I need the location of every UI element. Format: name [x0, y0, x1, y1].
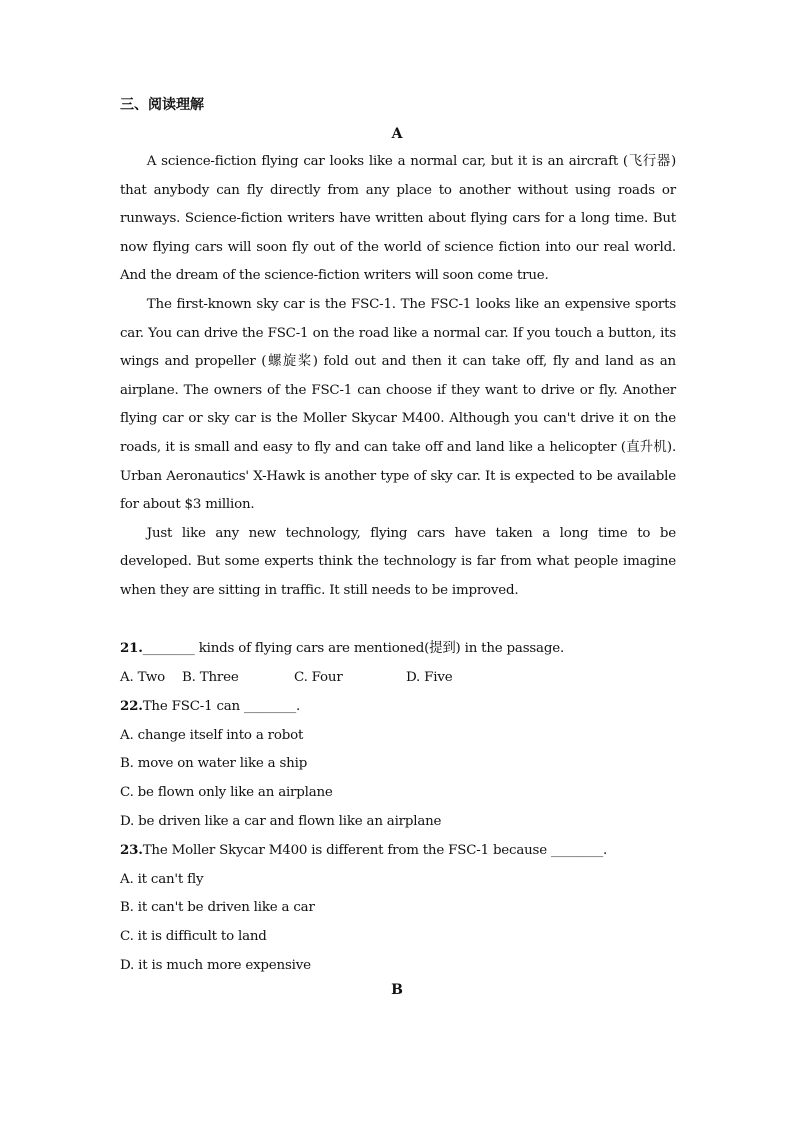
section-heading: 三、阅读理解 [120, 97, 204, 113]
question-number: 21. [120, 640, 143, 656]
choice-c: C. be flown only like an airplane [120, 784, 333, 800]
question-number: 23. [120, 842, 143, 859]
choice-c: C. it is difficult to land [120, 928, 267, 944]
choice-a: A. Two [120, 669, 165, 685]
question-number: 22. [120, 698, 143, 715]
passage-a-body [120, 148, 676, 606]
choice-a: A. it can't fly [120, 871, 204, 887]
choice-b: B. move on water like a ship [120, 756, 308, 772]
passage-a-label: A [391, 126, 403, 142]
question-21 [120, 634, 676, 664]
choice-c: C. Four [294, 669, 343, 685]
question-23 [120, 836, 676, 866]
choice-a: A. change itself into a robot [120, 727, 304, 743]
choice-d: D. be driven like a car and flown like an airplane [120, 813, 442, 829]
question-stem: The Moller Skycar M400 is different from the FSC-1 because ________. [142, 843, 608, 859]
passage-paragraph-1: A science-fiction flying car looks like a normal car, but it is an aircraft (飞行器) that anybody can fly directly from any place to another without using roads or runways. Science-fiction writers have written about flying cars for a long time. But now flying cars will soon fly out of the world of science fiction into our real world. And the dream of the science-fiction writers will soon come true. [120, 154, 676, 284]
passage-paragraph-2: The first-known sky car is the FSC-1. The FSC-1 looks like an expensive sports car. You can drive the FSC-1 on the road like a normal car. If you touch a button, its wings and propeller (螺旋桨) fold out and then it can take off, fly and land as an airplane. The owners of the FSC-1 can choose if they want to drive or fly. Another flying car or sky car is the Moller Skycar M400. Although you can't drive it on the roads, it is small and easy to fly and can take off and land like a helicopter (直升机). Urban Aeronautics' X-Hawk is another type of sky car. It is expected to be available for about $3 million. [120, 296, 676, 513]
choice-d: D. it is much more expensive [120, 957, 311, 973]
choice-d: D. Five [406, 669, 453, 685]
question-list [120, 634, 676, 980]
passage-b-label: B [391, 982, 403, 998]
question-21-choices [120, 664, 676, 693]
choice-b: B. it can't be driven like a car [120, 900, 315, 916]
question-stem: ________ kinds of flying cars are mentioned(提到) in the passage. [142, 641, 564, 656]
question-22 [120, 692, 676, 722]
question-stem: The FSC-1 can ________. [142, 699, 301, 715]
passage-paragraph-3: Just like any new technology, flying cars have taken a long time to be developed. But some experts think the technology is far from what people imagine when they are sitting in traffic. It still needs to be improved. [120, 525, 676, 598]
choice-b: B. Three [182, 669, 239, 685]
